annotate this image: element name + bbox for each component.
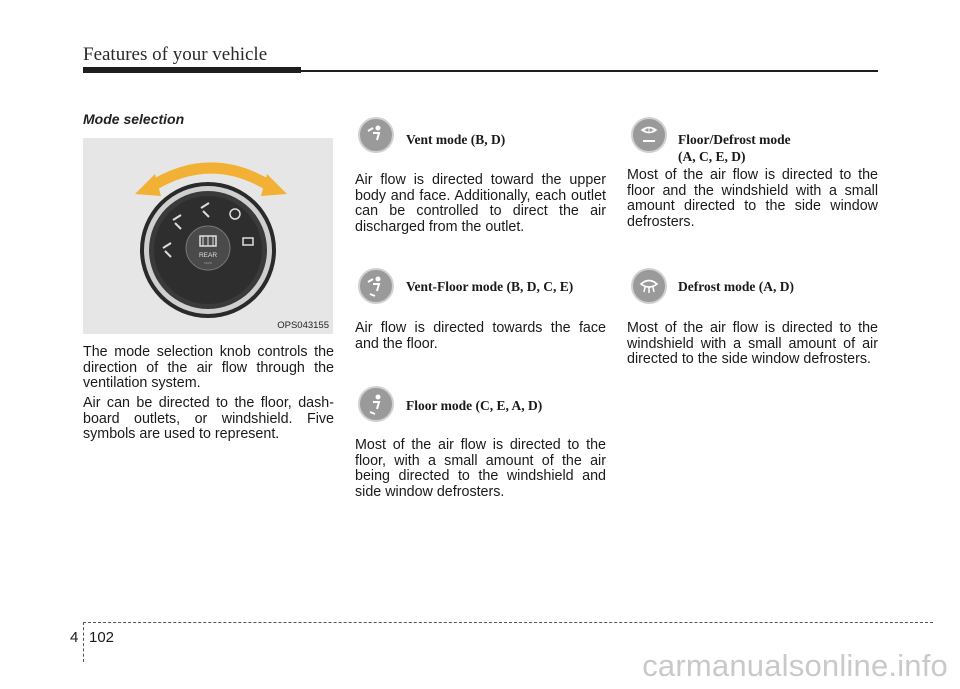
vent-floor-mode-title: Vent-Floor mode (B, D, C, E) [406,279,574,294]
section-title: Mode selection [83,111,185,127]
page-number: 102 [89,629,115,646]
floor-defrost-mode-icon [631,117,667,153]
floor-mode-title: Floor mode (C, E, A, D) [406,398,543,413]
footer-vertical-rule [83,622,84,662]
floor-defrost-mode-title-line2: (A, C, E, D) [678,149,746,164]
watermark: carmanualsonline.info [642,648,948,683]
vent-floor-mode-description: Air flow is directed towards the face and the floor. [355,320,606,352]
paragraph-air-direction: Air can be directed to the floor, dash-board outlets, or windshield. Five symbols are used to represent. [83,395,334,443]
vent-mode-icon [358,117,394,153]
rear-defrost-label: REAR [198,252,218,259]
mode-knob-figure [83,138,333,334]
floor-defrost-mode-title-line1: Floor/Defrost mode [678,132,791,147]
header-rule-thin [301,70,878,72]
vent-mode-description: Air flow is directed toward the upper body and face. Additionally, each outlet can be controlled to direct the air discharged from the outlet. [355,172,606,235]
paragraph-knob-intro: The mode selection knob controls the direction of the air flow through the ventilation system. [83,344,334,392]
page-header-title: Features of your vehicle [83,44,268,65]
header-rule-thick [83,67,301,73]
floor-defrost-mode-description: Most of the air flow is directed to the floor and the windshield with a small amount directed to the side window defrosters. [627,167,878,230]
floor-mode-icon [358,386,394,422]
defrost-mode-icon [631,268,667,304]
vent-mode-title: Vent mode (B, D) [406,132,506,147]
footer-rule [83,622,933,623]
defrost-mode-description: Most of the air flow is directed to the windshield with a small amount of air directed to the side window defrosters. [627,320,878,368]
chapter-number: 4 [70,629,79,646]
floor-mode-description: Most of the air flow is directed to the floor, with a small amount of the air being directed to the windshield and side window defrosters. [355,437,606,500]
vent-floor-mode-icon [358,268,394,304]
mode-knob-illustration [83,138,333,334]
figure-code: OPS043155 [277,320,329,331]
defrost-mode-title: Defrost mode (A, D) [678,279,794,294]
